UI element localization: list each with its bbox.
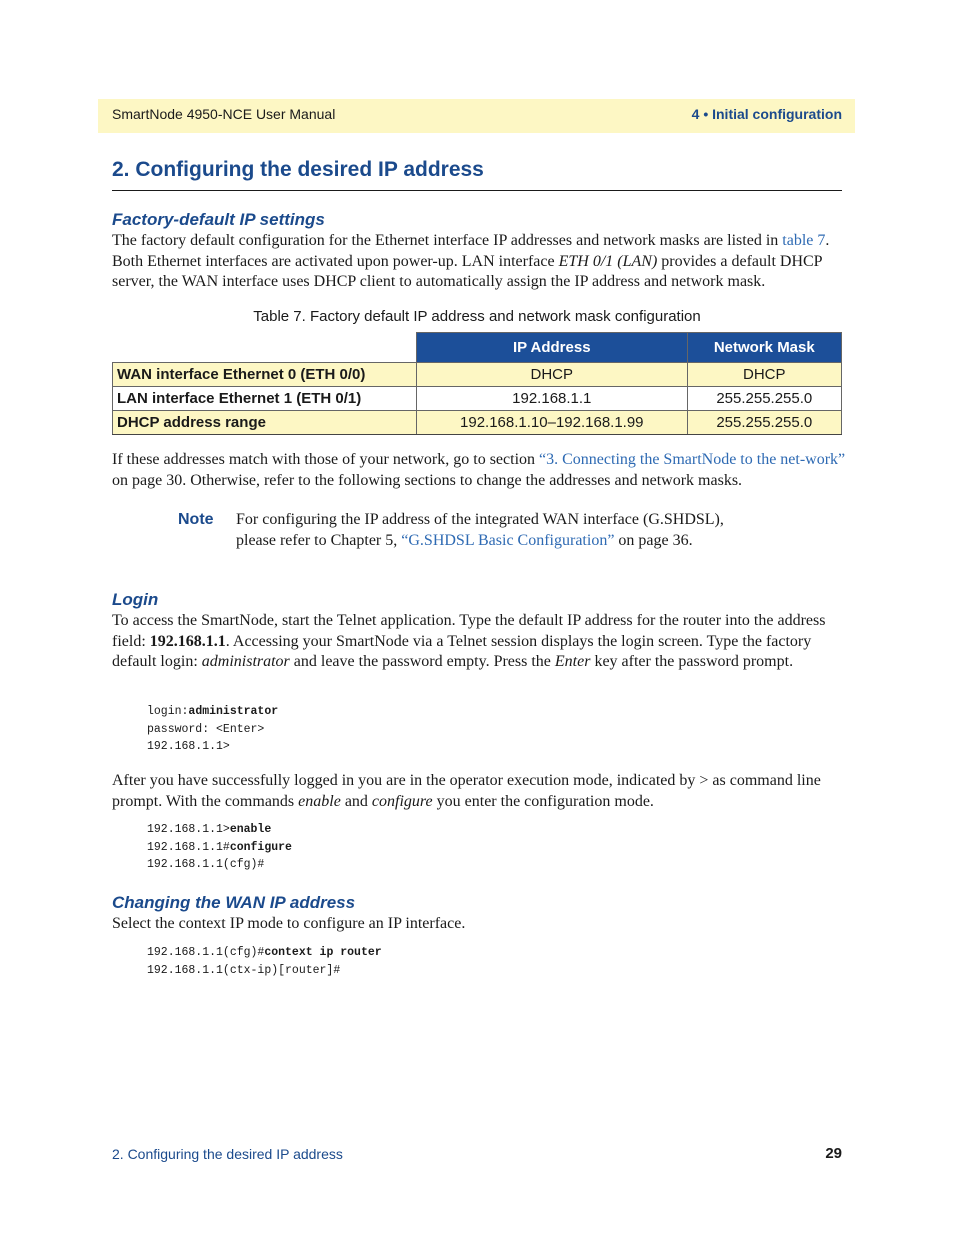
- code-line: [147, 821, 292, 839]
- table-row: [113, 411, 842, 435]
- table-row: [113, 363, 842, 387]
- network-mask-cell: 255.255.255.0: [687, 387, 841, 411]
- section-title: 2. Configuring the desired IP address: [112, 158, 484, 181]
- text-run-italic: enable: [298, 792, 341, 810]
- text-run: you enter the configuration mode.: [432, 792, 654, 810]
- note-text: [236, 510, 736, 551]
- page-number: 29: [825, 1145, 842, 1162]
- row-label: LAN interface Ethernet 1 (ETH 0/1): [113, 387, 417, 411]
- text-run: . Accessing your SmartNode via a Telnet session displays the login screen. Type the factory default login:: [112, 632, 812, 670]
- context-code-block: [147, 944, 382, 979]
- table-7-link[interactable]: table 7: [782, 232, 826, 249]
- footer-section-link[interactable]: 2. Configuring the desired IP address: [112, 1146, 343, 1162]
- section-3-link[interactable]: “3. Connecting the SmartNode to the net-work”: [539, 451, 846, 468]
- table-header-row: [113, 333, 842, 363]
- code-line: 192.168.1.1(ctx-ip)[router]#: [147, 963, 341, 977]
- wan-ip-paragraph: Select the context IP mode to configure an IP interface.: [112, 915, 466, 932]
- code-line: 192.168.1.1>: [147, 740, 230, 753]
- chapter-title: 4 • Initial configuration: [691, 106, 842, 122]
- table-corner: [113, 333, 417, 363]
- ip-address-cell: 192.168.1.10–192.168.1.99: [417, 411, 688, 435]
- note-label: Note: [178, 511, 214, 528]
- text-run: To access the SmartNode, start the Telnet application. Type the default IP address for the router into the address field:: [112, 612, 826, 650]
- login-code-block: [147, 703, 278, 756]
- wan-ip-heading: Changing the WAN IP address: [112, 893, 356, 912]
- network-mask-header: Network Mask: [687, 333, 841, 363]
- text-run: provides a default DHCP server, the WAN interface uses DHCP client to automatically assign the IP address and network mask.: [112, 252, 822, 290]
- gshdsl-config-link[interactable]: “G.SHDSL Basic Configuration”: [401, 531, 615, 549]
- text-run: on page 30. Otherwise, refer to the following sections to change the addresses and network masks.: [112, 471, 743, 489]
- factory-default-heading: Factory-default IP settings: [112, 210, 325, 229]
- text-run-italic: ETH 0/1 (LAN): [558, 252, 658, 270]
- manual-title: SmartNode 4950-NCE User Manual: [112, 106, 336, 122]
- code-prompt: 192.168.1.1(cfg)#: [147, 946, 265, 959]
- text-run: and: [340, 792, 372, 810]
- section-divider: [112, 190, 842, 191]
- ip-address-cell: DHCP: [417, 363, 688, 387]
- text-run: The factory default configuration for the Ethernet interface IP addresses and network masks are listed in: [112, 232, 783, 249]
- text-run: If these addresses match with those of your network, go to section: [112, 451, 540, 468]
- text-run: on page 36.: [614, 531, 693, 549]
- code-line: [147, 944, 382, 962]
- factory-default-paragraph: [112, 231, 848, 293]
- network-mask-cell: DHCP: [687, 363, 841, 387]
- code-prompt: login:: [147, 705, 189, 718]
- text-run: and leave the password empty. Press the: [289, 653, 555, 670]
- match-paragraph: [112, 450, 848, 491]
- code-prompt: 192.168.1.1#: [147, 840, 230, 854]
- code-line: [147, 839, 292, 857]
- ip-address-header: IP Address: [417, 333, 688, 363]
- ip-config-table: [112, 332, 842, 435]
- text-run: key after the password prompt.: [590, 653, 794, 670]
- code-command: context ip router: [264, 946, 382, 959]
- code-line: [147, 703, 278, 721]
- text-run-italic: administrator: [201, 653, 290, 670]
- text-run: After you have successfully logged in you are in the operator execution mode, indicated by > as command line prompt. With the commands: [112, 772, 821, 810]
- login-heading: Login: [112, 590, 159, 609]
- operator-mode-paragraph: [112, 771, 848, 812]
- code-prompt: 192.168.1.1>: [147, 823, 230, 836]
- table-row: [113, 387, 842, 411]
- table-caption: Table 7. Factory default IP address and network mask configuration: [253, 308, 701, 325]
- text-run-italic: configure: [371, 792, 433, 810]
- default-ip-address: 192.168.1.1: [149, 632, 226, 650]
- text-run-italic: Enter: [554, 653, 591, 670]
- ip-address-cell: 192.168.1.1: [417, 387, 688, 411]
- row-label: DHCP address range: [113, 411, 417, 435]
- text-run: For configuring the IP address of the integrated WAN interface (G.SHDSL), please refer to Chapter 5,: [236, 511, 724, 549]
- login-paragraph: [112, 611, 848, 673]
- code-line: password: <Enter>: [147, 722, 265, 736]
- code-command: configure: [229, 840, 292, 854]
- text-run: . Both Ethernet interfaces are activated upon power-up. LAN interface: [112, 232, 830, 270]
- code-line: 192.168.1.1(cfg)#: [147, 858, 265, 871]
- row-label: WAN interface Ethernet 0 (ETH 0/0): [113, 363, 417, 387]
- network-mask-cell: 255.255.255.0: [687, 411, 841, 435]
- code-command: enable: [229, 823, 272, 836]
- code-command: administrator: [188, 705, 279, 718]
- enable-code-block: [147, 821, 292, 874]
